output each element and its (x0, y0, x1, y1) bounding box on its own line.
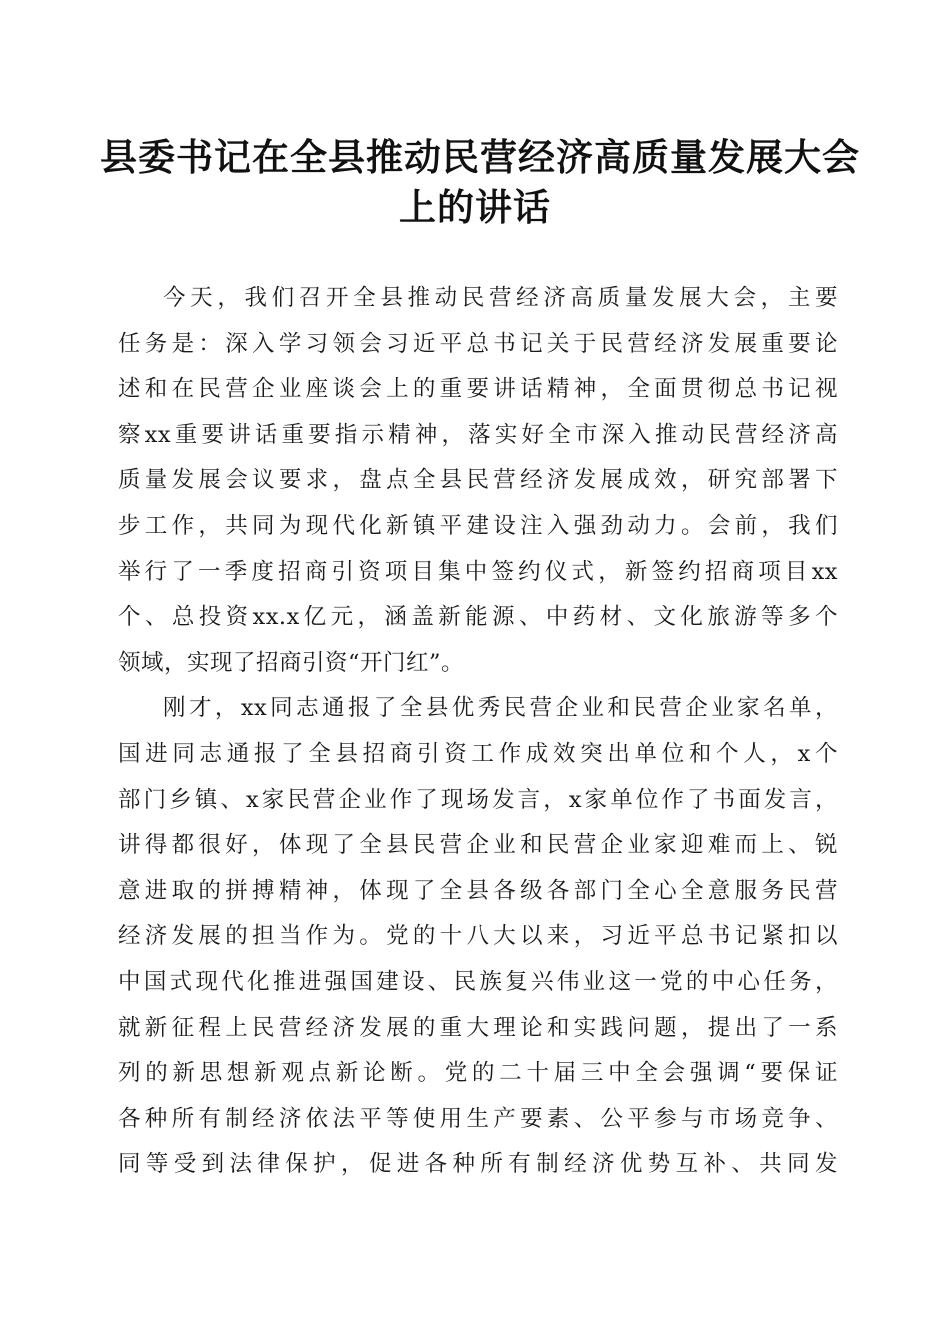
text-line: 任务是：深入学习领会习近平总书记关于民营经济发展重要论 (118, 330, 838, 357)
text-line: 领域，实现了招商引资“开门红”。 (118, 649, 465, 676)
text-line: 刚才，xx同志通报了全县优秀民营企业和民营企业家名单， (163, 695, 838, 722)
text-line: 个、总投资xx.x亿元，涵盖新能源、中药材、文化旅游等多个 (118, 604, 838, 631)
text-line: 就新征程上民营经济发展的重大理论和实践问题，提出了一系 (118, 1014, 838, 1041)
document-title (100, 132, 860, 232)
text-line: 察xx重要讲话重要指示精神，落实好全市深入推动民营经济高 (118, 421, 838, 448)
text-line: 经济发展的担当作为。党的十八大以来，习近平总书记紧扣以 (118, 923, 838, 950)
paragraph-1 (118, 276, 838, 686)
title-line: 县委书记在全县推动民营经济高质量发展大会 (100, 135, 860, 179)
paragraph-2 (118, 686, 838, 1188)
text-line: 讲得都很好，体现了全县民营企业和民营企业家迎难而上、锐 (118, 832, 838, 859)
text-line: 意进取的拼搏精神，体现了全县各级各部门全心全意服务民营 (118, 877, 838, 904)
text-line: 列的新思想新观点新论断。党的二十届三中全会强调“要保证 (118, 1060, 838, 1087)
text-line: 同等受到法律保护，促进各种所有制经济优势互补、共同发 (118, 1151, 838, 1178)
text-line: 今天，我们召开全县推动民营经济高质量发展大会，主要 (163, 285, 838, 311)
text-line: 部门乡镇、x家民营企业作了现场发言，x家单位作了书面发言， (118, 786, 838, 813)
title-line: 上的讲话 (399, 185, 551, 229)
text-line: 述和在民营企业座谈会上的重要讲话精神，全面贯彻总书记视 (118, 376, 838, 403)
text-line: 中国式现代化推进强国建设、民族复兴伟业这一党的中心任务， (118, 968, 838, 995)
document-body (118, 276, 838, 1188)
text-line: 国进同志通报了全县招商引资工作成效突出单位和个人，x个 (118, 740, 838, 767)
text-line: 质量发展会议要求，盘点全县民营经济发展成效，研究部署下 (118, 467, 838, 494)
text-line: 各种所有制经济依法平等使用生产要素、公平参与市场竞争、 (118, 1105, 838, 1132)
text-line: 步工作，共同为现代化新镇平建设注入强劲动力。会前，我们 (118, 512, 838, 539)
text-line: 举行了一季度招商引资项目集中签约仪式，新签约招商项目xx (118, 558, 838, 585)
